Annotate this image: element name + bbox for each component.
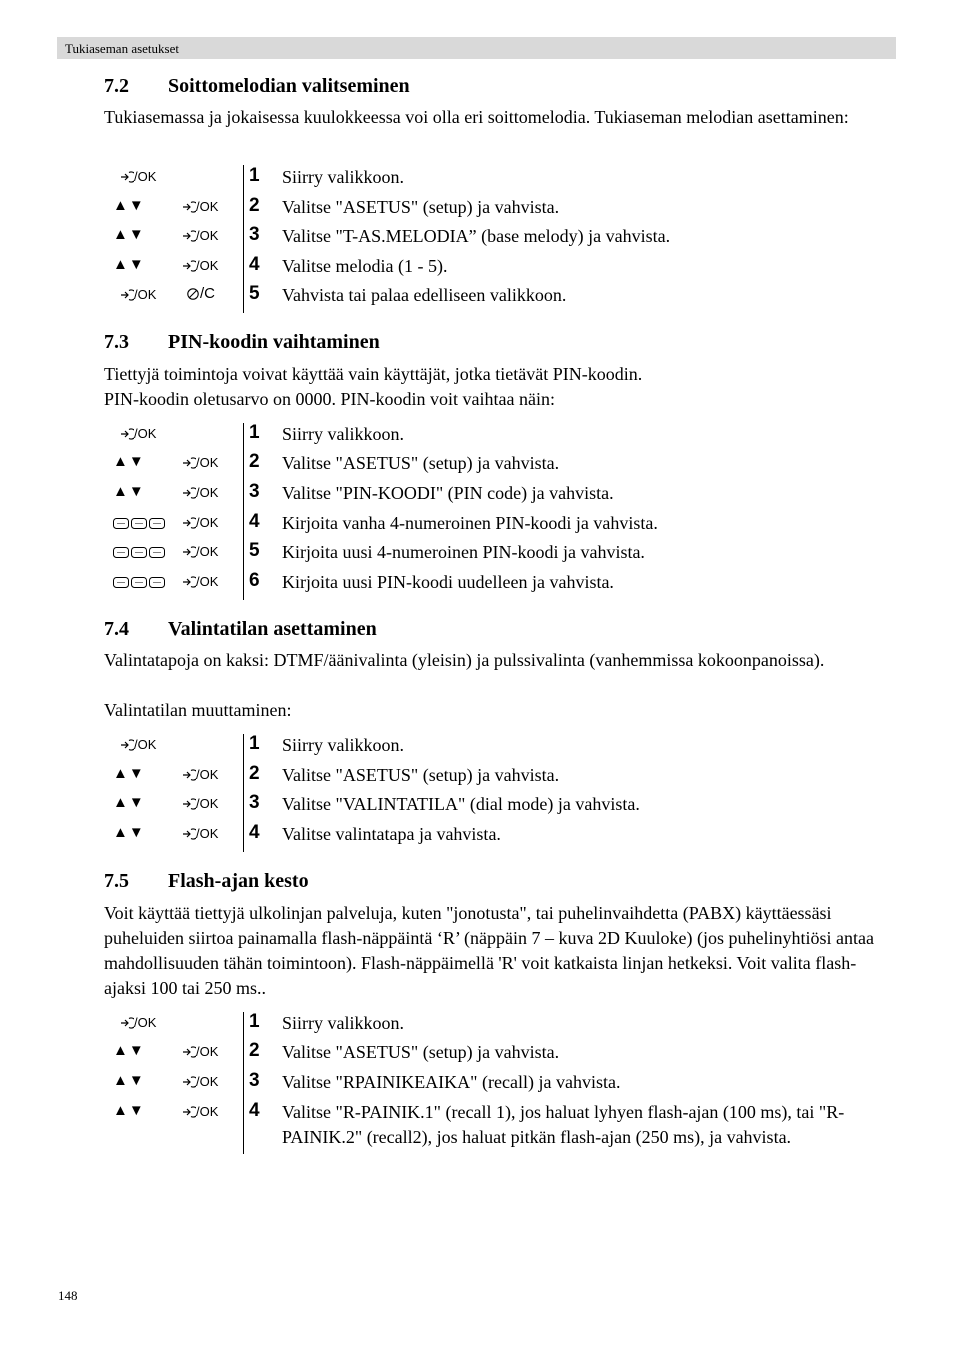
ok-key-icon: /OK: [182, 455, 218, 470]
section-paragraph: Valintatapoja on kaksi: DTMF/äänivalinta (yleisin) ja pulssivalinta (vanhemmissa kokoonpanoissa).: [104, 650, 825, 670]
ok-key-icon: /OK: [182, 574, 218, 589]
section-title: [104, 75, 410, 98]
ok-key-icon: /OK: [182, 199, 218, 214]
step-row: [0, 1040, 954, 1070]
step-text: Siirry valikkoon.: [282, 167, 404, 187]
up-down-arrow-icon: ▲▼: [113, 794, 145, 811]
section-paragraph: Tiettyjä toimintoja voivat käyttää vain käyttäjät, jotka tietävät PIN-koodin.: [104, 364, 643, 384]
step-text: Vahvista tai palaa edelliseen valikkoon.: [282, 285, 567, 305]
ok-key-icon: /OK: [182, 796, 218, 811]
ok-key-icon: /OK: [182, 767, 218, 782]
step-number: 6: [249, 570, 260, 591]
step-number: 2: [249, 1040, 260, 1061]
ok-key-icon: /OK: [120, 169, 156, 184]
step-text: Valitse "T-AS.MELODIA” (base melody) ja vahvista.: [282, 226, 671, 246]
step-text: Valitse "ASETUS" (setup) ja vahvista.: [282, 197, 560, 217]
step-number: 4: [249, 511, 260, 532]
section-title: [104, 618, 377, 641]
ok-key-icon: /OK: [182, 826, 218, 841]
step-row: [0, 1070, 954, 1100]
up-down-arrow-icon: ▲▼: [113, 197, 145, 214]
section-paragraph: PIN-koodin oletusarvo on 0000. PIN-koodin voit vaihtaa näin:: [104, 389, 555, 409]
section-title: [104, 870, 309, 893]
ok-key-icon: /OK: [182, 485, 218, 500]
step-text: Valitse "RPAINIKEAIKA" (recall) ja vahvista.: [282, 1072, 621, 1092]
step-text: Valitse "PIN-KOODI" (PIN code) ja vahvista.: [282, 483, 614, 503]
step-row: [0, 481, 954, 511]
step-number: 2: [249, 763, 260, 784]
step-text: Siirry valikkoon.: [282, 1013, 404, 1033]
step-row: [0, 540, 954, 570]
cancel-key-icon: /C: [186, 285, 215, 302]
section-title: [104, 331, 380, 354]
up-down-arrow-icon: ▲▼: [113, 256, 145, 273]
section-paragraph: Tukiasemassa ja jokaisessa kuulokkeessa voi olla eri soittomelodia. Tukiaseman melodian asettaminen:: [104, 107, 849, 127]
ok-key-icon: /OK: [182, 1074, 218, 1089]
step-number: 3: [249, 224, 260, 245]
step-text: Kirjoita vanha 4-numeroinen PIN-koodi ja vahvista.: [282, 513, 658, 533]
section-paragraph: Voit käyttää tiettyjä ulkolinjan palveluja, kuten "jonotusta", tai puhelinvaihdetta (PABX) käyttäessäsi puheluiden siirtoa painamalla flash-näppäintä ‘R’ (näppäin 7 – kuva 2D Kuuloke) (jos puhelinyhtiösi antaa mahdollisuuden tähän toimintoon). Flash-näppäimellä 'R' voit katkaista linjan hetkeksi. Voit valita flash-ajaksi 100 tai 250 ms..: [104, 903, 874, 998]
section-title-text: Soittomelodian valitseminen: [168, 75, 410, 97]
step-number: 5: [249, 283, 260, 304]
ok-key-icon: /OK: [120, 426, 156, 441]
step-number: 3: [249, 1070, 260, 1091]
step-row: [0, 254, 954, 284]
step-number: 1: [249, 1011, 260, 1032]
ok-key-icon: /OK: [182, 1044, 218, 1059]
step-row: [0, 511, 954, 541]
page-header-bar: [57, 37, 896, 59]
step-row: [0, 1100, 954, 1155]
ok-key-icon: /OK: [120, 287, 156, 302]
step-number: 3: [249, 481, 260, 502]
step-text: Kirjoita uusi 4-numeroinen PIN-koodi ja vahvista.: [282, 542, 645, 562]
step-number: 4: [249, 254, 260, 275]
step-number: 5: [249, 540, 260, 561]
keypad-icon: [113, 516, 165, 531]
step-number: 4: [249, 1100, 260, 1121]
page-header-title: Tukiaseman asetukset: [65, 41, 179, 56]
keypad-icon: [113, 545, 165, 560]
section-number: 7.5: [104, 870, 129, 892]
step-row: [0, 224, 954, 254]
keypad-icon: [113, 575, 165, 590]
step-text: Valitse "ASETUS" (setup) ja vahvista.: [282, 765, 560, 785]
section-title-text: PIN-koodin vaihtaminen: [168, 331, 380, 353]
step-row: [0, 763, 954, 793]
step-text: Valitse melodia (1 - 5).: [282, 256, 448, 276]
step-text: Valitse "R-PAINIK.1" (recall 1), jos haluat lyhyen flash-ajan (100 ms), tai "R-PAINIK.2" (recall2), jos haluat pitkän flash-ajan (250 ms), ja vahvista.: [282, 1102, 845, 1147]
step-text: Siirry valikkoon.: [282, 424, 404, 444]
ok-key-icon: /OK: [120, 1015, 156, 1030]
step-row: [0, 792, 954, 822]
step-row: [0, 283, 954, 313]
page-number: 148: [58, 1288, 78, 1303]
section-number: 7.2: [104, 75, 129, 97]
step-row: [0, 422, 954, 452]
step-text: Valitse "ASETUS" (setup) ja vahvista.: [282, 453, 560, 473]
step-row: [0, 570, 954, 600]
step-number: 2: [249, 451, 260, 472]
ok-key-icon: /OK: [182, 258, 218, 273]
up-down-arrow-icon: ▲▼: [113, 1102, 145, 1119]
ok-key-icon: /OK: [182, 515, 218, 530]
step-number: 1: [249, 733, 260, 754]
section-paragraph: Valintatilan muuttaminen:: [104, 700, 292, 720]
step-row: [0, 1011, 954, 1041]
section-title-text: Valintatilan asettaminen: [168, 618, 377, 640]
step-text: Valitse "VALINTATILA" (dial mode) ja vahvista.: [282, 794, 640, 814]
section-number: 7.3: [104, 331, 129, 353]
step-text: Valitse valintatapa ja vahvista.: [282, 824, 501, 844]
step-row: [0, 451, 954, 481]
up-down-arrow-icon: ▲▼: [113, 1042, 145, 1059]
step-row: [0, 822, 954, 852]
up-down-arrow-icon: ▲▼: [113, 765, 145, 782]
step-row: [0, 733, 954, 763]
up-down-arrow-icon: ▲▼: [113, 824, 145, 841]
step-number: 1: [249, 165, 260, 186]
step-number: 3: [249, 792, 260, 813]
section-title-text: Flash-ajan kesto: [168, 870, 309, 892]
ok-key-icon: /OK: [120, 737, 156, 752]
step-number: 4: [249, 822, 260, 843]
up-down-arrow-icon: ▲▼: [113, 226, 145, 243]
section-number: 7.4: [104, 618, 129, 640]
up-down-arrow-icon: ▲▼: [113, 453, 145, 470]
step-text: Valitse "ASETUS" (setup) ja vahvista.: [282, 1042, 560, 1062]
ok-key-icon: /OK: [182, 228, 218, 243]
ok-key-icon: /OK: [182, 1104, 218, 1119]
step-number: 2: [249, 195, 260, 216]
step-row: [0, 195, 954, 225]
step-row: [0, 165, 954, 195]
up-down-arrow-icon: ▲▼: [113, 483, 145, 500]
step-number: 1: [249, 422, 260, 443]
ok-key-icon: /OK: [182, 544, 218, 559]
up-down-arrow-icon: ▲▼: [113, 1072, 145, 1089]
step-text: Kirjoita uusi PIN-koodi uudelleen ja vahvista.: [282, 572, 614, 592]
step-text: Siirry valikkoon.: [282, 735, 404, 755]
